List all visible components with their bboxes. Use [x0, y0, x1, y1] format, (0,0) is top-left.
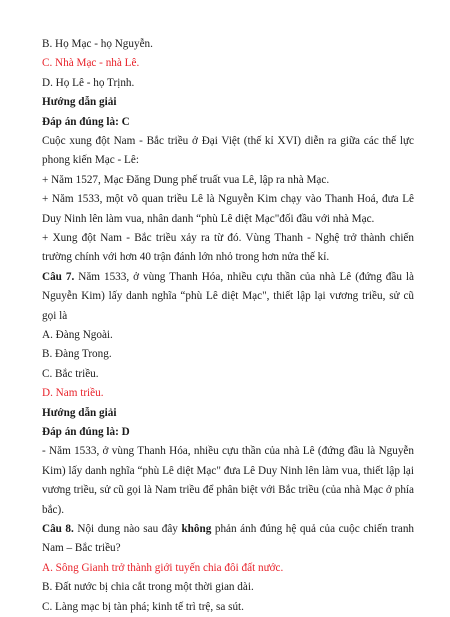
q7-answer: Đáp án đúng là: D: [42, 425, 130, 438]
q6-option-b: B. Họ Mạc - họ Nguyễn.: [42, 38, 153, 50]
q7-label: Câu 7.: [42, 270, 75, 283]
q7-explanation: - Năm 1533, ở vùng Thanh Hóa, nhiều cựu thần của nhà Lê (đứng đầu là Nguyễn Kim) lấy danh nghĩa “phù Lê diệt Mạc" đưa Lê Duy Ninh lên làm vua, thiết lập lại vương triều, sử cũ gọi là Nam triều để phân biệt với Bắc triều (của nhà Mạc ở phía bắc).: [42, 445, 414, 516]
q6-option-d: D. Họ Lê - họ Trịnh.: [42, 76, 135, 89]
q8-question: [42, 520, 414, 559]
q6-point-3: + Xung đột Nam - Bắc triều xảy ra từ đó. Vùng Thanh - Nghệ trở thành chiến trường chính với hơn 40 trận đánh lớn nhỏ trong hơn nửa thế kỉ.: [42, 231, 414, 264]
q7-question: [42, 268, 414, 326]
q6-answer: Đáp án đúng là: C: [42, 115, 130, 128]
document-content: [42, 35, 414, 617]
q6-guide-title: Hướng dẫn giải: [42, 96, 117, 109]
q8-option-a-correct: A. Sông Gianh trở thành giới tuyến chia đôi đất nước.: [42, 561, 284, 574]
q6-intro: Cuộc xung đột Nam - Bắc triều ở Đại Việt (thế kỉ XVI) diễn ra giữa các thế lực phong kiến Mạc - Lê:: [42, 134, 414, 167]
q7-option-a: A. Đàng Ngoài.: [42, 329, 113, 341]
q8-text-after: phản ánh đúng hệ quả của cuộc chiến tranh Nam – Bắc triều?: [42, 522, 415, 555]
q8-label: Câu 8.: [42, 522, 74, 535]
q7-text: Năm 1533, ở vùng Thanh Hóa, nhiều cựu thần của nhà Lê (đứng đầu là Nguyễn Kim) lấy danh nghĩa “phù Lê diệt Mạc", thiết lập lại vương triều, sử cũ gọi là: [42, 270, 414, 322]
q7-option-b: B. Đàng Trong.: [42, 348, 112, 361]
q6-point-1: + Năm 1527, Mạc Đăng Dung phế truất vua Lê, lập ra nhà Mạc.: [42, 173, 330, 186]
q8-text-bold: không: [181, 522, 212, 535]
q6-point-2: + Năm 1533, một võ quan triều Lê là Nguyễn Kim chạy vào Thanh Hoá, đưa Lê Duy Ninh lên làm vua, nhân danh “phù Lê diệt Mạc"đối đầu với nhà Mạc.: [42, 193, 414, 225]
q7-option-c: C. Bắc triều.: [42, 367, 99, 380]
q6-option-c-correct: C. Nhà Mạc - nhà Lê.: [42, 57, 140, 70]
q8-option-b: B. Đất nước bị chia cắt trong một thời gian dài.: [42, 581, 254, 594]
q7-guide-title: Hướng dẫn giải: [42, 406, 117, 419]
q8-option-c: C. Làng mạc bị tàn phá; kinh tế trì trệ, sa sút.: [42, 600, 244, 613]
q7-option-d-correct: D. Nam triều.: [42, 387, 104, 400]
q8-text-before: Nội dung nào sau đây: [77, 522, 178, 535]
